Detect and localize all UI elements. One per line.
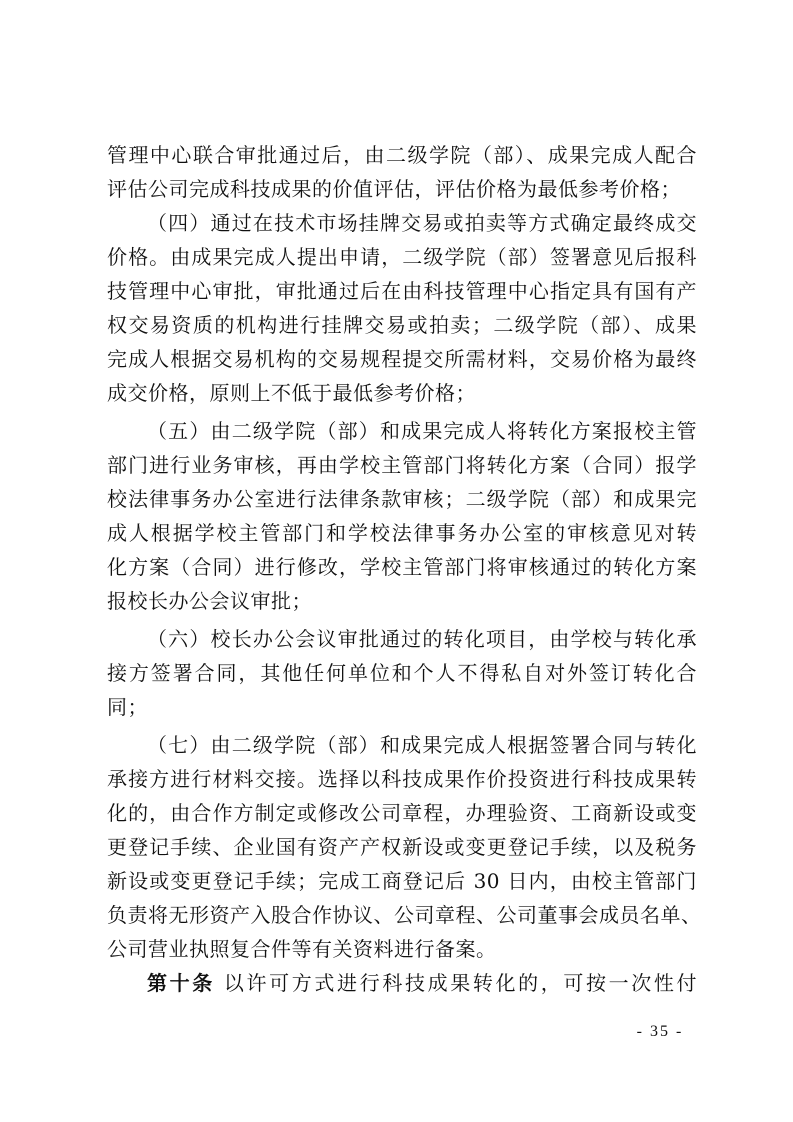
text-line: （四）通过在技术市场挂牌交易或拍卖等方式确定最终成交 [147,211,697,235]
text-line: 化的，由合作方制定或修改公司章程，办理验资、工商新设或变 [107,801,697,825]
text-line: 部门进行业务审核，再由学校主管部门将转化方案（合同）报学 [107,453,697,477]
text-line: 接方签署合同，其他任何单位和个人不得私自对外签订转化合 [107,661,697,685]
text-line: 公司营业执照复合件等有关资料进行备案。 [107,937,497,961]
text-line: 负责将无形资产入股合作协议、公司章程、公司董事会成员名单、 [107,903,702,927]
text-line: 管理中心联合审批通过后，由二级学院（部）、成果完成人配合 [107,143,697,167]
article-heading: 第十条 [147,971,215,995]
text-line: （五）由二级学院（部）和成果完成人将转化方案报校主管 [147,419,697,443]
page-number: - 35 - [636,1023,684,1040]
text-line: 同； [107,695,148,719]
text-line: 新设或变更登记手续；完成工商登记后 30 日内，由校主管部门 [107,869,697,893]
text-line: 校法律事务办公室进行法律条款审核；二级学院（部）和成果完 [107,487,697,511]
text-line: 化方案（合同）进行修改，学校主管部门将审核通过的转化方案 [107,555,697,579]
text-line: 完成人根据交易机构的交易规程提交所需材料，交易价格为最终 [107,347,697,371]
text-line: 技管理中心审批，审批通过后在由科技管理中心指定具有国有产 [107,279,697,303]
text-line: 成人根据学校主管部门和学校法律事务办公室的审核意见对转 [107,521,697,545]
text-line: 权交易资质的机构进行挂牌交易或拍卖；二级学院（部）、成果 [107,313,697,337]
text-line: 更登记手续、企业国有资产产权新设或变更登记手续，以及税务 [107,835,697,859]
text-line: （六）校长办公会议审批通过的转化项目，由学校与转化承 [147,627,697,651]
article-ten-line [147,966,697,1000]
text-line: 评估公司完成科技成果的价值评估，评估价格为最低参考价格； [107,177,681,201]
text-line: 承接方进行材料交接。选择以科技成果作价投资进行科技成果转 [107,767,697,791]
article-text: 以许可方式进行科技成果转化的，可按一次性付 [223,971,698,995]
text-line: 报校长办公会议审批； [107,589,312,613]
text-line: （七）由二级学院（部）和成果完成人根据签署合同与转化 [147,733,697,757]
text-line: 价格。由成果完成人提出申请，二级学院（部）签署意见后报科 [107,245,697,269]
text-line: 成交价格，原则上不低于最低参考价格； [107,381,476,405]
